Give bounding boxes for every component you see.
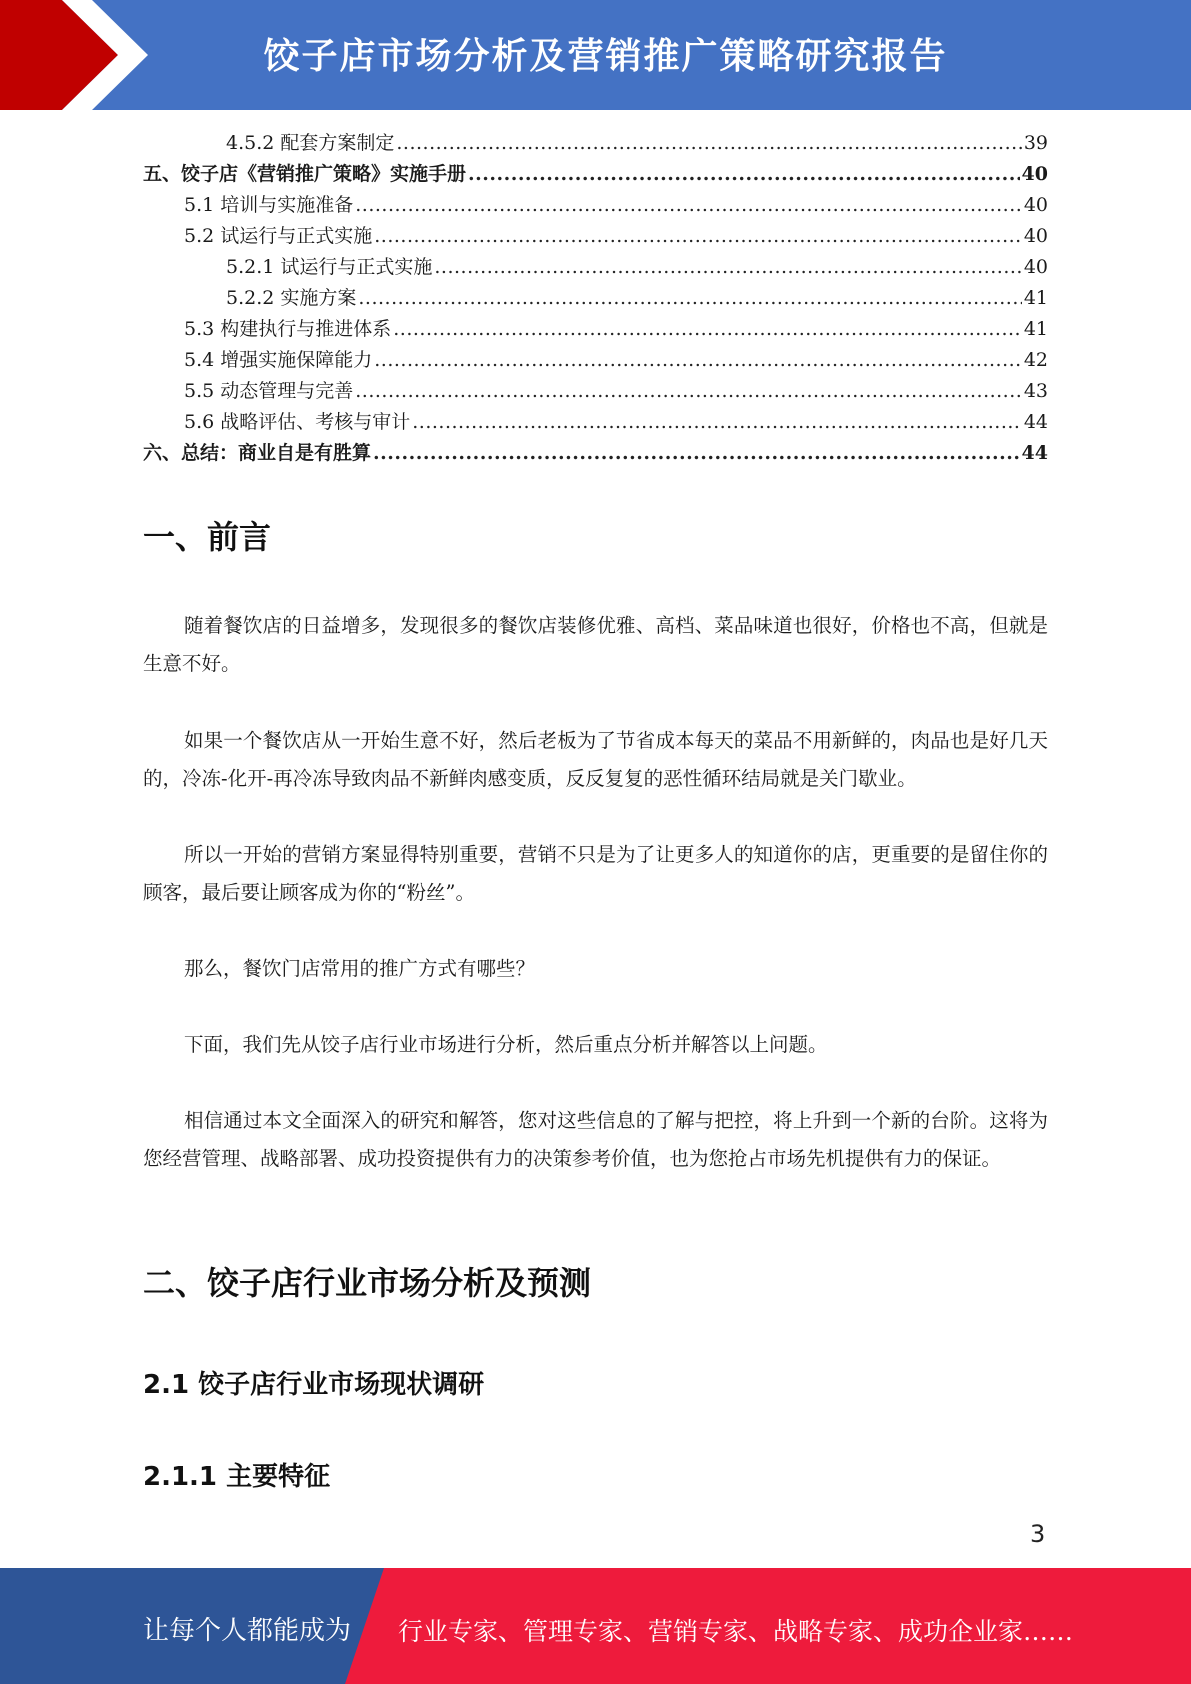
toc-entry-label: 5.3 构建执行与推进体系 — [184, 318, 392, 340]
toc-leader-dots — [434, 252, 1021, 283]
paragraph: 所以一开始的营销方案显得特别重要，营销不只是为了让更多人的知道你的店，更重要的是留住你的顾客，最后要让顾客成为你的“粉丝”。 — [143, 843, 1048, 904]
toc-entry-page: 41 — [1023, 287, 1048, 309]
footer-banner — [0, 1568, 1191, 1684]
toc-entry-page: 39 — [1023, 132, 1048, 154]
paragraph: 那么，餐饮门店常用的推广方式有哪些？ — [184, 957, 536, 980]
toc-leader-dots — [373, 438, 1020, 469]
toc-leader-dots — [468, 159, 1020, 190]
toc-entry-label: 4.5.2 配套方案制定 — [226, 132, 395, 154]
toc-entry[interactable] — [143, 376, 1048, 407]
toc-entry-page: 44 — [1023, 411, 1048, 433]
toc-entry-label: 六、总结：商业自是有胜算 — [143, 442, 372, 464]
toc-entry-page: 40 — [1021, 163, 1048, 185]
toc-entry[interactable] — [143, 252, 1048, 283]
toc-entry-label: 5.5 动态管理与完善 — [184, 380, 354, 402]
toc-entry-page: 40 — [1023, 225, 1048, 247]
report-title: 饺子店市场分析及营销推广策略研究报告 — [263, 36, 948, 77]
toc-entry-label: 5.2.2 实施方案 — [226, 287, 357, 309]
toc-leader-dots — [393, 314, 1022, 345]
table-of-contents — [143, 128, 1048, 469]
toc-entry[interactable] — [143, 314, 1048, 345]
toc-leader-dots — [412, 407, 1022, 438]
paragraph: 下面，我们先从饺子店行业市场进行分析，然后重点分析并解答以上问题。 — [184, 1033, 828, 1056]
toc-entry-label: 5.2 试运行与正式实施 — [184, 225, 373, 247]
toc-entry[interactable] — [143, 159, 1048, 190]
toc-entry-page: 40 — [1023, 194, 1048, 216]
footer-slogan-left: 让每个人都能成为 — [143, 1616, 352, 1646]
toc-entry[interactable] — [143, 345, 1048, 376]
toc-entry-page: 42 — [1023, 349, 1048, 371]
footer-slogan-right: 行业专家、管理专家、营销专家、战略专家、成功企业家…… — [398, 1617, 1074, 1646]
paragraph: 随着餐饮店的日益增多，发现很多的餐饮店装修优雅、高档、菜品味道也很好，价格也不高，但就是生意不好。 — [143, 614, 1048, 675]
toc-entry-label: 5.4 增强实施保障能力 — [184, 349, 373, 371]
paragraph: 如果一个餐饮店从一开始生意不好，然后老板为了节省成本每天的菜品不用新鲜的，肉品也是好几天的，冷冻-化开-再冷冻导致肉品不新鲜肉感变质，反反复复的恶性循环结局就是关门歇业。 — [143, 729, 1048, 790]
paragraph: 相信通过本文全面深入的研究和解答，您对这些信息的了解与把控，将上升到一个新的台阶。这将为您经营管理、战略部署、成功投资提供有力的决策参考价值，也为您抢占市场先机提供有力的保证。 — [143, 1109, 1048, 1170]
toc-entry-label: 5.6 战略评估、考核与审计 — [184, 411, 411, 433]
toc-entry-page: 41 — [1023, 318, 1048, 340]
subsubsection-heading: 2.1.1 主要特征 — [143, 1462, 331, 1492]
subsection-heading: 2.1 饺子店行业市场现状调研 — [143, 1370, 485, 1400]
toc-entry-label: 5.2.1 试运行与正式实施 — [226, 256, 433, 278]
toc-leader-dots — [374, 345, 1022, 376]
toc-entry-page: 44 — [1021, 442, 1048, 464]
section-heading-intro: 一、前言 — [143, 518, 272, 556]
header-banner — [0, 0, 1191, 110]
toc-leader-dots — [358, 283, 1021, 314]
toc-entry-page: 40 — [1023, 256, 1048, 278]
toc-entry[interactable] — [143, 221, 1048, 252]
toc-leader-dots — [355, 190, 1022, 221]
toc-entry[interactable] — [143, 128, 1048, 159]
toc-entry-label: 5.1 培训与实施准备 — [184, 194, 354, 216]
toc-entry[interactable] — [143, 190, 1048, 221]
toc-entry[interactable] — [143, 283, 1048, 314]
page-number: 3 — [1030, 1520, 1046, 1548]
toc-entry[interactable] — [143, 407, 1048, 438]
toc-leader-dots — [396, 128, 1021, 159]
toc-entry[interactable] — [143, 438, 1048, 469]
toc-leader-dots — [374, 221, 1022, 252]
toc-entry-label: 五、饺子店《营销推广策略》实施手册 — [143, 163, 467, 185]
toc-leader-dots — [355, 376, 1022, 407]
toc-entry-page: 43 — [1023, 380, 1048, 402]
section-heading-market: 二、饺子店行业市场分析及预测 — [143, 1264, 592, 1302]
